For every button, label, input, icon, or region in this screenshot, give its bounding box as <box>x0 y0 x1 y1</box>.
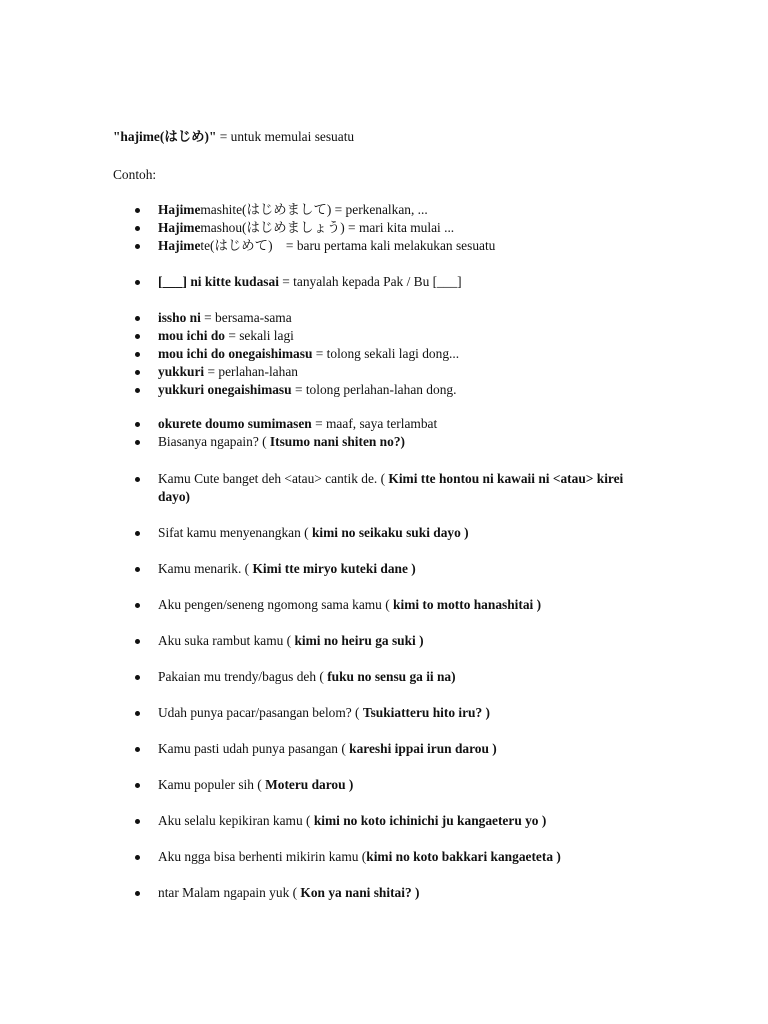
bullet-icon <box>135 675 140 680</box>
list-item: Udah punya pacar/pasangan belom? ( Tsukiatteru hito iru? ) <box>0 704 658 722</box>
heading-meaning: = untuk memulai sesuatu <box>216 129 355 144</box>
bullet-icon <box>135 370 140 375</box>
bullet-list-item-6 <box>0 560 658 578</box>
bullet-icon <box>135 711 140 716</box>
list-item: Aku selalu kepikiran kamu ( kimi no koto ichinichi ju kangaeteru yo ) <box>0 812 658 830</box>
bullet-icon <box>135 603 140 608</box>
bullet-list-item-8 <box>0 632 658 650</box>
list-item: Hajimemashite(はじめまして) = perkenalkan, ... <box>0 201 658 219</box>
list-item: [___] ni kitte kudasai = tanyalah kepada Pak / Bu [___] <box>0 273 658 291</box>
bullet-list-item-7 <box>0 596 658 614</box>
bullet-icon <box>135 226 140 231</box>
bullet-icon <box>135 334 140 339</box>
bullet-list-item-13 <box>0 812 658 830</box>
bullet-list-item-12 <box>0 776 658 794</box>
bullet-list-cute <box>0 470 658 506</box>
heading-term: "hajime(はじめ)" <box>113 129 217 144</box>
list-item: Aku pengen/seneng ngomong sama kamu ( kimi to motto hanashitai ) <box>0 596 658 614</box>
bullet-icon <box>135 531 140 536</box>
list-item: Sifat kamu menyenangkan ( kimi no seikaku suki dayo ) <box>0 524 658 542</box>
bullet-list-okurete <box>0 415 658 451</box>
bullet-icon <box>135 388 140 393</box>
bullet-icon <box>135 208 140 213</box>
list-item: mou ichi do = sekali lagi <box>0 327 658 345</box>
list-item: Kamu populer sih ( Moteru darou ) <box>0 776 658 794</box>
contoh-label: Contoh: <box>113 167 157 182</box>
bullet-list-item-15 <box>0 884 658 902</box>
list-item: Hajimemashou(はじめましょう) = mari kita mulai ... <box>0 219 658 237</box>
bullet-list-item-10 <box>0 704 658 722</box>
list-item: Hajimete(はじめて) = baru pertama kali melakukan sesuatu <box>0 237 658 255</box>
bullet-icon <box>135 819 140 824</box>
list-item: Kamu pasti udah punya pasangan ( kareshi ippai irun darou ) <box>0 740 658 758</box>
bullet-list-kiite <box>0 273 658 291</box>
list-item: okurete doumo sumimasen = maaf, saya terlambat <box>0 415 658 433</box>
bullet-list-hajime <box>0 201 658 255</box>
list-item: yukkuri onegaishimasu = tolong perlahan-lahan dong. <box>0 381 658 399</box>
list-item: mou ichi do onegaishimasu = tolong sekali lagi dong... <box>0 345 658 363</box>
bullet-icon <box>135 280 140 285</box>
bullet-icon <box>135 639 140 644</box>
bullet-list-item-9 <box>0 668 658 686</box>
list-item: Kamu Cute banget deh <atau> cantik de. ( Kimi tte hontou ni kawaii ni <atau> kirei dayo) <box>0 470 658 506</box>
bullet-icon <box>135 440 140 445</box>
list-item: ntar Malam ngapain yuk ( Kon ya nani shitai? ) <box>0 884 658 902</box>
bullet-list-item-14 <box>0 848 658 866</box>
bullet-icon <box>135 477 140 482</box>
list-item: Pakaian mu trendy/bagus deh ( fuku no sensu ga ii na) <box>0 668 658 686</box>
bullet-icon <box>135 855 140 860</box>
list-item: Aku ngga bisa berhenti mikirin kamu (kimi no koto bakkari kangaeteta ) <box>0 848 658 866</box>
bullet-icon <box>135 747 140 752</box>
bullet-icon <box>135 891 140 896</box>
bullet-icon <box>135 316 140 321</box>
list-item: Aku suka rambut kamu ( kimi no heiru ga suki ) <box>0 632 658 650</box>
list-item: issho ni = bersama-sama <box>0 309 658 327</box>
bullet-icon <box>135 244 140 249</box>
bullet-list-item-5 <box>0 524 658 542</box>
list-item: Kamu menarik. ( Kimi tte miryo kuteki dane ) <box>0 560 658 578</box>
list-item: yukkuri = perlahan-lahan <box>0 363 658 381</box>
bullet-icon <box>135 567 140 572</box>
bullet-list-phrases <box>0 309 658 399</box>
bullet-icon <box>135 352 140 357</box>
list-item: Biasanya ngapain? ( Itsumo nani shiten no?) <box>0 433 658 451</box>
bullet-icon <box>135 422 140 427</box>
bullet-icon <box>135 783 140 788</box>
heading-line <box>113 128 354 146</box>
bullet-list-item-11 <box>0 740 658 758</box>
